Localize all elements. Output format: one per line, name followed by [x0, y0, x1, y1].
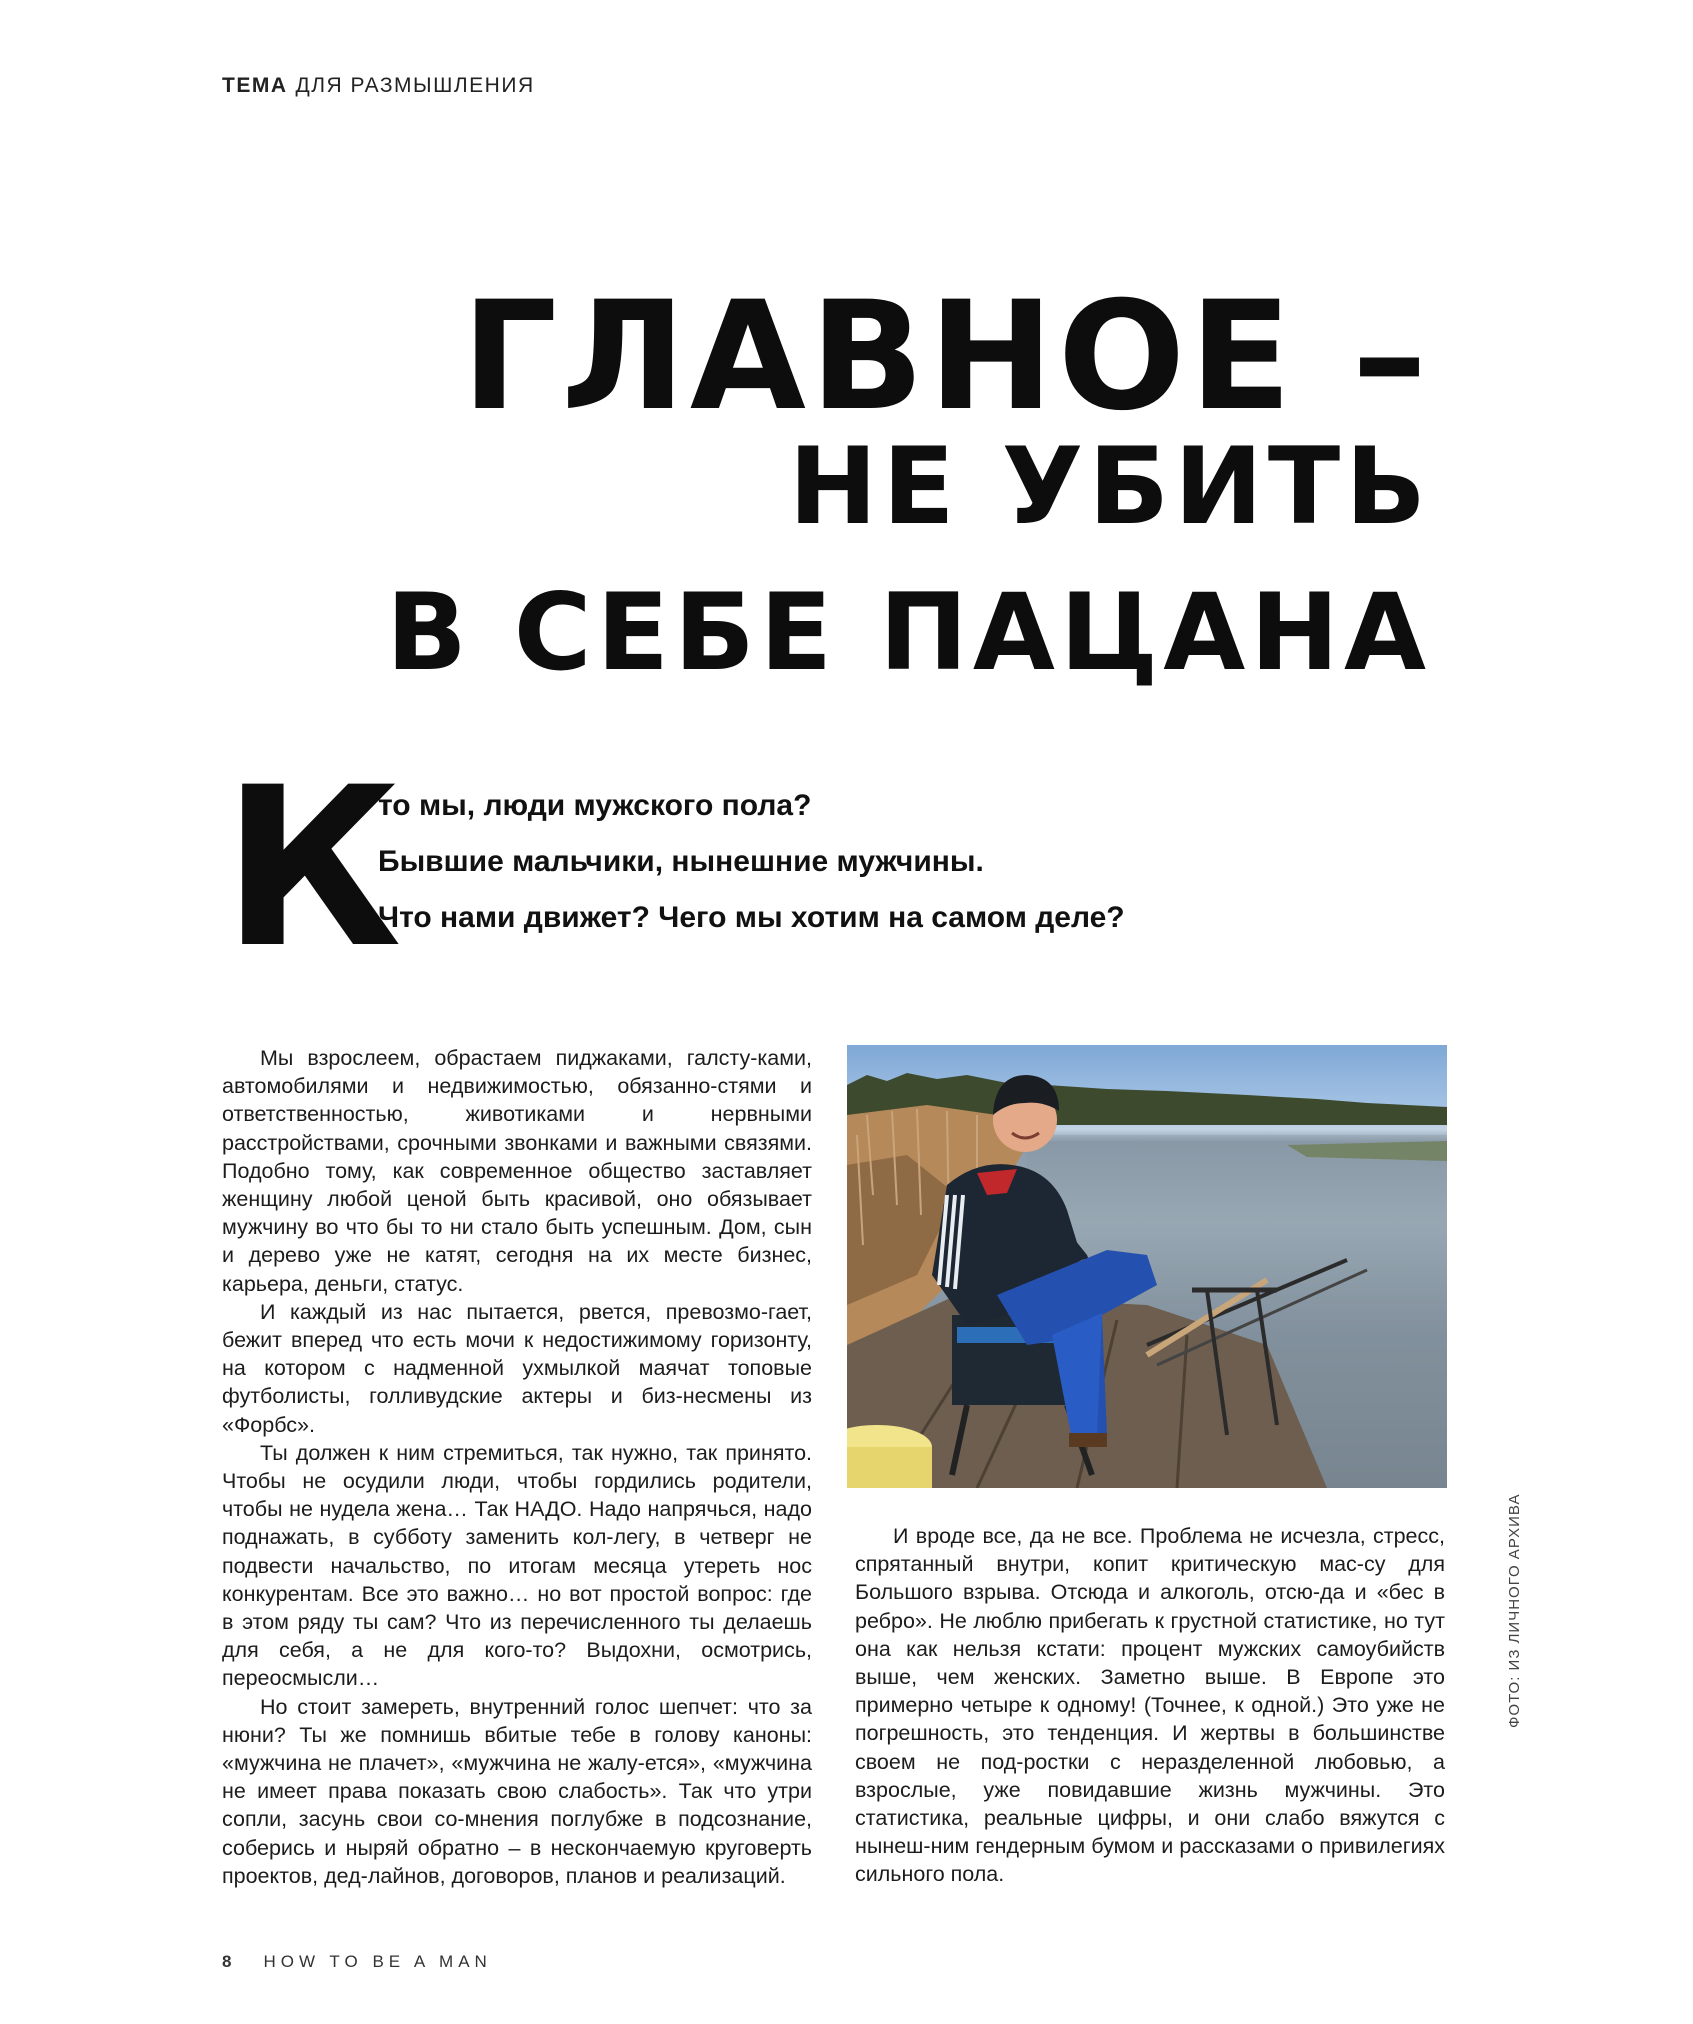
headline-line-1: ГЛАВНОЕ –	[461, 270, 1431, 444]
body-paragraph: И каждый из нас пытается, рвется, превозмо-гает, бежит вперед что есть мочи к недостижимому горизонту, на котором с надменной ухмылкой маячат топовые футболисты, голливудские актеры и биз-несмены из «Форбс».	[222, 1299, 812, 1437]
page-number: 8	[222, 1952, 232, 1971]
body-paragraph: Ты должен к ним стремиться, так нужно, так принято. Чтобы не осудили люди, чтобы гордились родители, чтобы не нудела жена… Так НАДО. Надо напрячься, надо поднажать, в субботу заменить кол-легу, в четверг не подвести начальство, по итогам месяца утереть нос конкурентам. Все это важно… но вот простой вопрос: где в этом ряду ты сам? Что из перечисленного ты делаешь для себя, а не для кого-то? Выдохни, осмотрись, переосмысли…	[222, 1440, 812, 1691]
body-paragraph: Мы взрослеем, обрастаем пиджаками, галсту-ками, автомобилями и недвижимостью, обязанно-стями и ответственностью, животиками и нервными расстройствами, срочными звонками и важными связями. Подобно тому, как современное общество заставляет женщину любой ценой быть красивой, оно обязывает мужчину во что бы то ни стало быть успешным. Дом, сын и дерево уже не катят, сегодня на их месте бизнес, карьера, деньги, статус.	[222, 1046, 812, 1296]
section-label	[222, 74, 535, 98]
lead-line-3: Что нами движет? Чего мы хотим на самом деле?	[378, 901, 1125, 934]
lead-line-2: Бывшие мальчики, нынешние мужчины.	[378, 845, 984, 878]
section-label-bold: ТЕМА	[222, 74, 288, 97]
magazine-title: HOW TO BE A MAN	[263, 1952, 492, 1971]
fishing-photo-illustration	[847, 1045, 1447, 1488]
headline-line-2: НЕ УБИТЬ	[788, 425, 1431, 548]
body-paragraph: И вроде все, да не все. Проблема не исчезла, стресс, спрятанный внутри, копит критическую мас-су для Большого взрыва. Отсюда и алкоголь, отсю-да и «бес в ребро». Не люблю прибегать к грустной статистике, но тут она как нельзя кстати: процент мужских самоубийств выше, чем женских. Заметно выше. В Европе это примерно четыре к одному! (Точнее, к одной.) Это уже не погрешность, это тенденция. И жертвы в большинстве своем не под-ростки с неразделенной любовью, а взрослые, уже повидавшие жизнь мужчины. Это статистика, реальные цифры, и они слабо вяжутся с нынеш-ним гендерным бумом и рассказами о привилегиях сильного пола.	[855, 1524, 1445, 1887]
body-column-right	[855, 1522, 1445, 1889]
body-paragraph: Но стоит замереть, внутренний голос шепчет: что за нюни? Ты же помнишь вбитые тебе в голову каноны: «мужчина не плачет», «мужчина не жалу-ется», «мужчина не имеет права показать свою слабость». Так что утри сопли, засунь свои со-мнения поглубже в подсознание, соберись и ныряй обратно – в нескончаемую круговерть проектов, дед-лайнов, договоров, планов и реализаций.	[222, 1694, 812, 1888]
body-column-left	[222, 1044, 812, 1890]
page-footer	[222, 1952, 492, 1972]
article-headline	[331, 270, 1431, 704]
drop-cap: К	[222, 740, 402, 996]
lead-paragraph	[222, 740, 1222, 996]
section-label-rest: ДЛЯ РАЗМЫШЛЕНИЯ	[295, 74, 535, 97]
headline-line-3: В СЕБЕ ПАЦАНА	[386, 571, 1431, 694]
lead-line-1: то мы, люди мужского пола?	[378, 789, 812, 822]
lead-text	[378, 778, 1125, 946]
article-photo	[847, 1045, 1447, 1488]
photo-credit: ФОТО: ИЗ ЛИЧНОГО АРХИВА	[1506, 1493, 1523, 1728]
